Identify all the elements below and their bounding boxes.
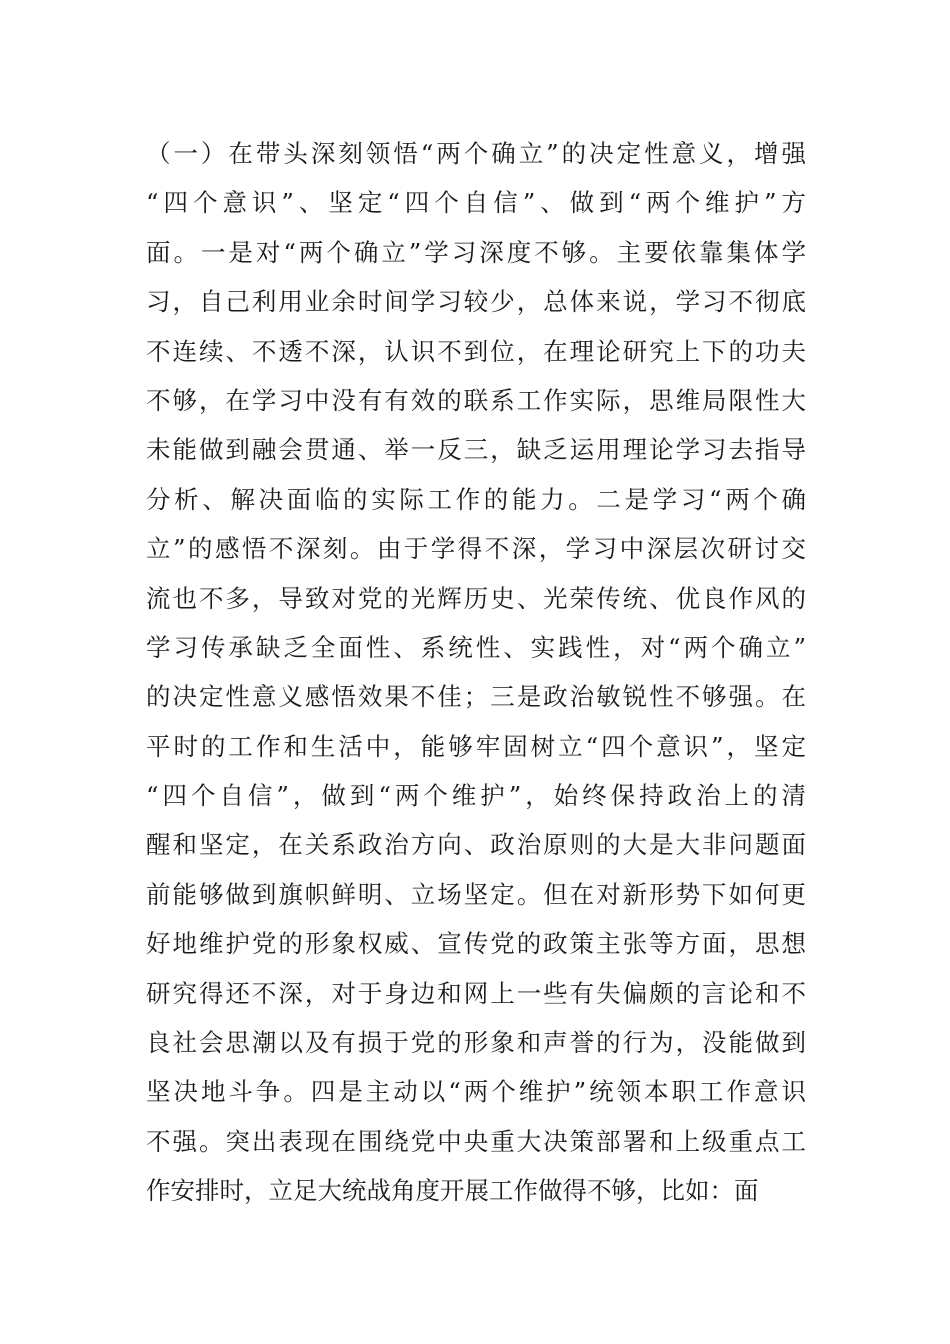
text-line: 醒和坚定，在关系政治方向、政治原则的大是大非问题面 [146, 830, 806, 860]
body-paragraph [146, 129, 806, 1216]
text-line: 分析、解决面临的实际工作的能力。二是学习“两个确 [146, 484, 806, 514]
text-line: 研究得还不深，对于身边和网上一些有失偏颇的言论和不 [146, 978, 806, 1008]
text-line: 学习传承缺乏全面性、系统性、实践性，对“两个确立” [146, 632, 806, 662]
text-line: 坚决地斗争。四是主动以“两个维护”统领本职工作意识 [146, 1077, 806, 1107]
text-line: 良社会思潮以及有损于党的形象和声誉的行为，没能做到 [146, 1028, 806, 1058]
text-line: 平时的工作和生活中，能够牢固树立“四个意识”，坚定 [146, 731, 806, 761]
text-line: “四个自信”，做到“两个维护”，始终保持政治上的清 [146, 781, 806, 811]
text-line: 流也不多，导致对党的光辉历史、光荣传统、优良作风的 [146, 583, 806, 613]
text-line: 不连续、不透不深，认识不到位，在理论研究上下的功夫 [146, 336, 806, 366]
text-line: 的决定性意义感悟效果不佳；三是政治敏锐性不够强。在 [146, 682, 806, 712]
text-line: 不强。突出表现在围绕党中央重大决策部署和上级重点工 [146, 1126, 806, 1156]
text-line: 面。一是对“两个确立”学习深度不够。主要依靠集体学 [146, 237, 806, 267]
text-line: 好地维护党的形象权威、宣传党的政策主张等方面，思想 [146, 929, 806, 959]
text-line: 立”的感悟不深刻。由于学得不深，学习中深层次研讨交 [146, 534, 806, 564]
text-line: 未能做到融会贯通、举一反三，缺乏运用理论学习去指导 [146, 435, 806, 465]
text-line: 作安排时，立足大统战角度开展工作做得不够，比如：面 [146, 1176, 759, 1206]
text-line: “四个意识”、坚定“四个自信”、做到“两个维护”方 [146, 188, 806, 218]
text-line: 前能够做到旗帜鲜明、立场坚定。但在对新形势下如何更 [146, 879, 806, 909]
text-line: 习，自己利用业余时间学习较少，总体来说，学习不彻底 [146, 287, 806, 317]
text-line: 不够，在学习中没有有效的联系工作实际，思维局限性大 [146, 385, 806, 415]
text-line: （一）在带头深刻领悟“两个确立”的决定性意义，增强 [146, 139, 806, 168]
